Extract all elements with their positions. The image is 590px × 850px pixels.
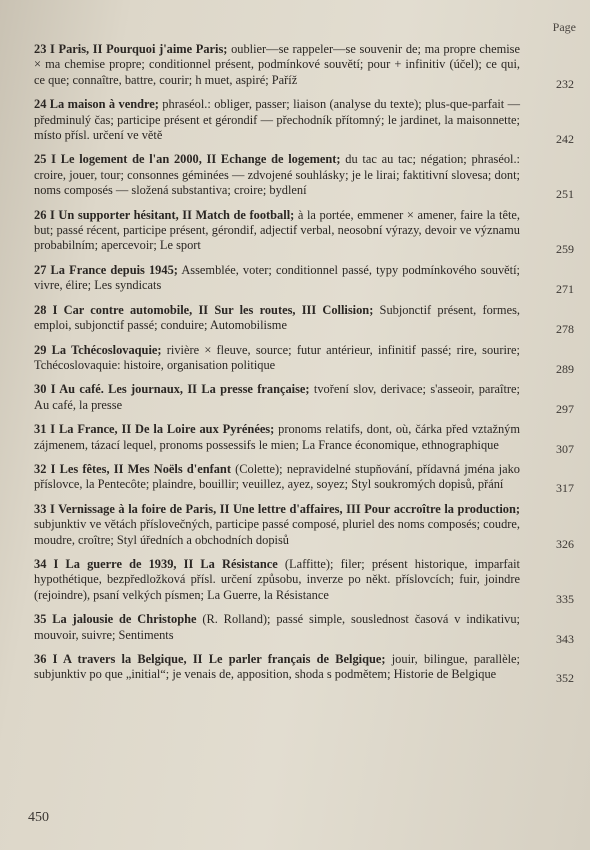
entry-number: 35 <box>34 612 47 627</box>
entry-page: 232 <box>556 76 574 91</box>
table-of-contents <box>34 42 574 692</box>
entry-body: (Colette); nepravidelné stupňování, přídavná jména jako příslovce, la Pentecôte; plaindre, bouillir; veuillez, ayez, soyez; Styl soukromých dopisů, přání <box>34 461 520 492</box>
page-column-header: Page <box>552 20 576 34</box>
entry-number: 36 <box>34 652 47 666</box>
entry-title: I La France, II De la Loire aux Pyrénées; <box>50 422 275 437</box>
toc-entry <box>34 461 574 496</box>
entry-body: tvoření slov, derivace; s'asseoir, paraître; Au café, la presse <box>34 382 520 412</box>
toc-entry <box>34 207 574 257</box>
toc-entry <box>34 422 574 456</box>
toc-entry <box>34 652 574 686</box>
entry-body: (Laffitte); filer; présent historique, imparfait hypothétique, bezpředložková přísl. určení způsobu, inverze po někt. příslovcích; fuir, joindre (rejoindre), psaní velkých písmen; La Guerre, la Résistance <box>34 556 520 602</box>
entry-title: I A travers la Belgique, II Le parler français de Belgique; <box>52 652 386 666</box>
entry-number: 33 <box>34 501 47 516</box>
entry-number: 26 <box>34 207 47 222</box>
entry-title: I Vernissage à la foire de Paris, II Une lettre d'affaires, III Pour accroître la production; <box>49 501 520 516</box>
toc-entry <box>34 342 574 376</box>
entry-title: I Le logement de l'an 2000, II Echange de logement; <box>51 152 341 167</box>
entry-page: 352 <box>556 671 574 686</box>
entry-number: 34 <box>34 556 47 571</box>
entry-body: rivière × fleuve, source; futur antérieur, infinitif passé; rire, sourire; Tchécoslovaquie: histoire, organisation politique <box>34 342 520 372</box>
entry-body: pronoms relatifs, dont, où, čárka před vztažným zájmenem, tázací lequel, pronoms possessifs le mien; La France économique, ethnographique <box>34 422 520 452</box>
entry-number: 25 <box>34 152 47 167</box>
entry-title: I Au café. Les journaux, II La presse française; <box>50 382 310 397</box>
toc-entry <box>34 262 574 297</box>
entry-page: 317 <box>556 481 574 496</box>
entry-page: 271 <box>556 282 574 297</box>
entry-page: 259 <box>556 242 574 257</box>
entry-title: I Paris, II Pourquoi j'aime Paris; <box>50 42 228 56</box>
entry-page: 307 <box>556 441 574 456</box>
entry-number: 31 <box>34 422 47 437</box>
entry-body: Assemblée, voter; conditionnel passé, typy podmínkového souvětí; vivre, élire; Les syndicats <box>34 262 520 293</box>
entry-body: oublier—se rappeler—se souvenir de; ma propre chemise × ma chemise propre; conditionnel présent, podmínkové souvětí; pour + infinitiv (účel); ce qui, ce que; connaître, battre, courir; h muet, aspiré; Paříž <box>34 42 520 87</box>
entry-title: I Car contre automobile, II Sur les routes, III Collision; <box>52 302 374 317</box>
entry-page: 278 <box>556 322 574 337</box>
entry-body: à la portée, emmener × amener, faire la tête, but; passé récent, participe présent, gérondif, adjectif verbal, neosobní výrazy, devoir ve významu probabilním; apercevoir; Le sport <box>34 207 520 253</box>
toc-entry <box>34 556 574 606</box>
toc-entry <box>34 152 574 202</box>
entry-body: jouir, bilingue, parallèle; subjunktiv po que „initial“; je venais de, apposition, shoda s podmětem; Historie de Belgique <box>34 652 520 682</box>
toc-entry <box>34 302 574 337</box>
toc-entry <box>34 501 574 551</box>
entry-title: I Les fêtes, II Mes Noëls d'enfant <box>50 461 231 476</box>
entry-body: subjunktiv ve větách příslovečných, participe passé composé, pluriel des noms composés; coudre, moudre, croître; Styl úředních a obchodních dopisů <box>34 517 520 547</box>
entry-page: 289 <box>556 361 574 376</box>
entry-title: I La guerre de 1939, II La Résistance <box>53 556 278 571</box>
entry-page: 343 <box>556 631 574 646</box>
entry-number: 27 <box>34 262 47 277</box>
entry-title: I Un supporter hésitant, II Match de football; <box>50 207 295 222</box>
entry-title: La jalousie de Christophe <box>52 612 197 627</box>
entry-body: Subjonctif présent, formes, emploi, subjonctif passé; conduire; Automobilisme <box>34 302 520 333</box>
entry-number: 30 <box>34 382 47 397</box>
entry-page: 297 <box>556 401 574 416</box>
entry-page: 242 <box>556 132 574 147</box>
entry-page: 335 <box>556 591 574 606</box>
entry-number: 24 <box>34 97 47 112</box>
entry-body: (R. Rolland); passé simple, souslednost časová v indikativu; mouvoir, suivre; Sentiments <box>34 612 520 642</box>
entry-page: 251 <box>556 187 574 202</box>
page-number: 450 <box>28 810 49 825</box>
entry-number: 28 <box>34 302 47 317</box>
toc-entry <box>34 97 574 147</box>
entry-number: 32 <box>34 461 47 476</box>
toc-entry <box>34 612 574 646</box>
toc-entry <box>34 42 574 91</box>
entry-page: 326 <box>556 536 574 551</box>
toc-entry <box>34 382 574 416</box>
entry-title: La Tchécoslovaquie; <box>51 342 162 357</box>
entry-body: du tac au tac; négation; phraséol.: croire, jouer, tour; consonnes géminées — zdvojené souhlásky; je le lirai; faktitivní slovesa; dont; noms composés — složená substantiva; croire; bydlení <box>34 152 520 198</box>
entry-number: 29 <box>34 342 47 357</box>
entry-title: La France depuis 1945; <box>50 262 178 277</box>
entry-title: La maison à vendre; <box>49 97 159 112</box>
entry-number: 23 <box>34 42 47 56</box>
entry-body: phraséol.: obliger, passer; liaison (analyse du texte); plus-que-parfait — předminulý čas; participe présent et gérondif — přechodník přítomný; le jardinet, la maisonnette; místo přísl. určení ve větě <box>34 97 520 143</box>
